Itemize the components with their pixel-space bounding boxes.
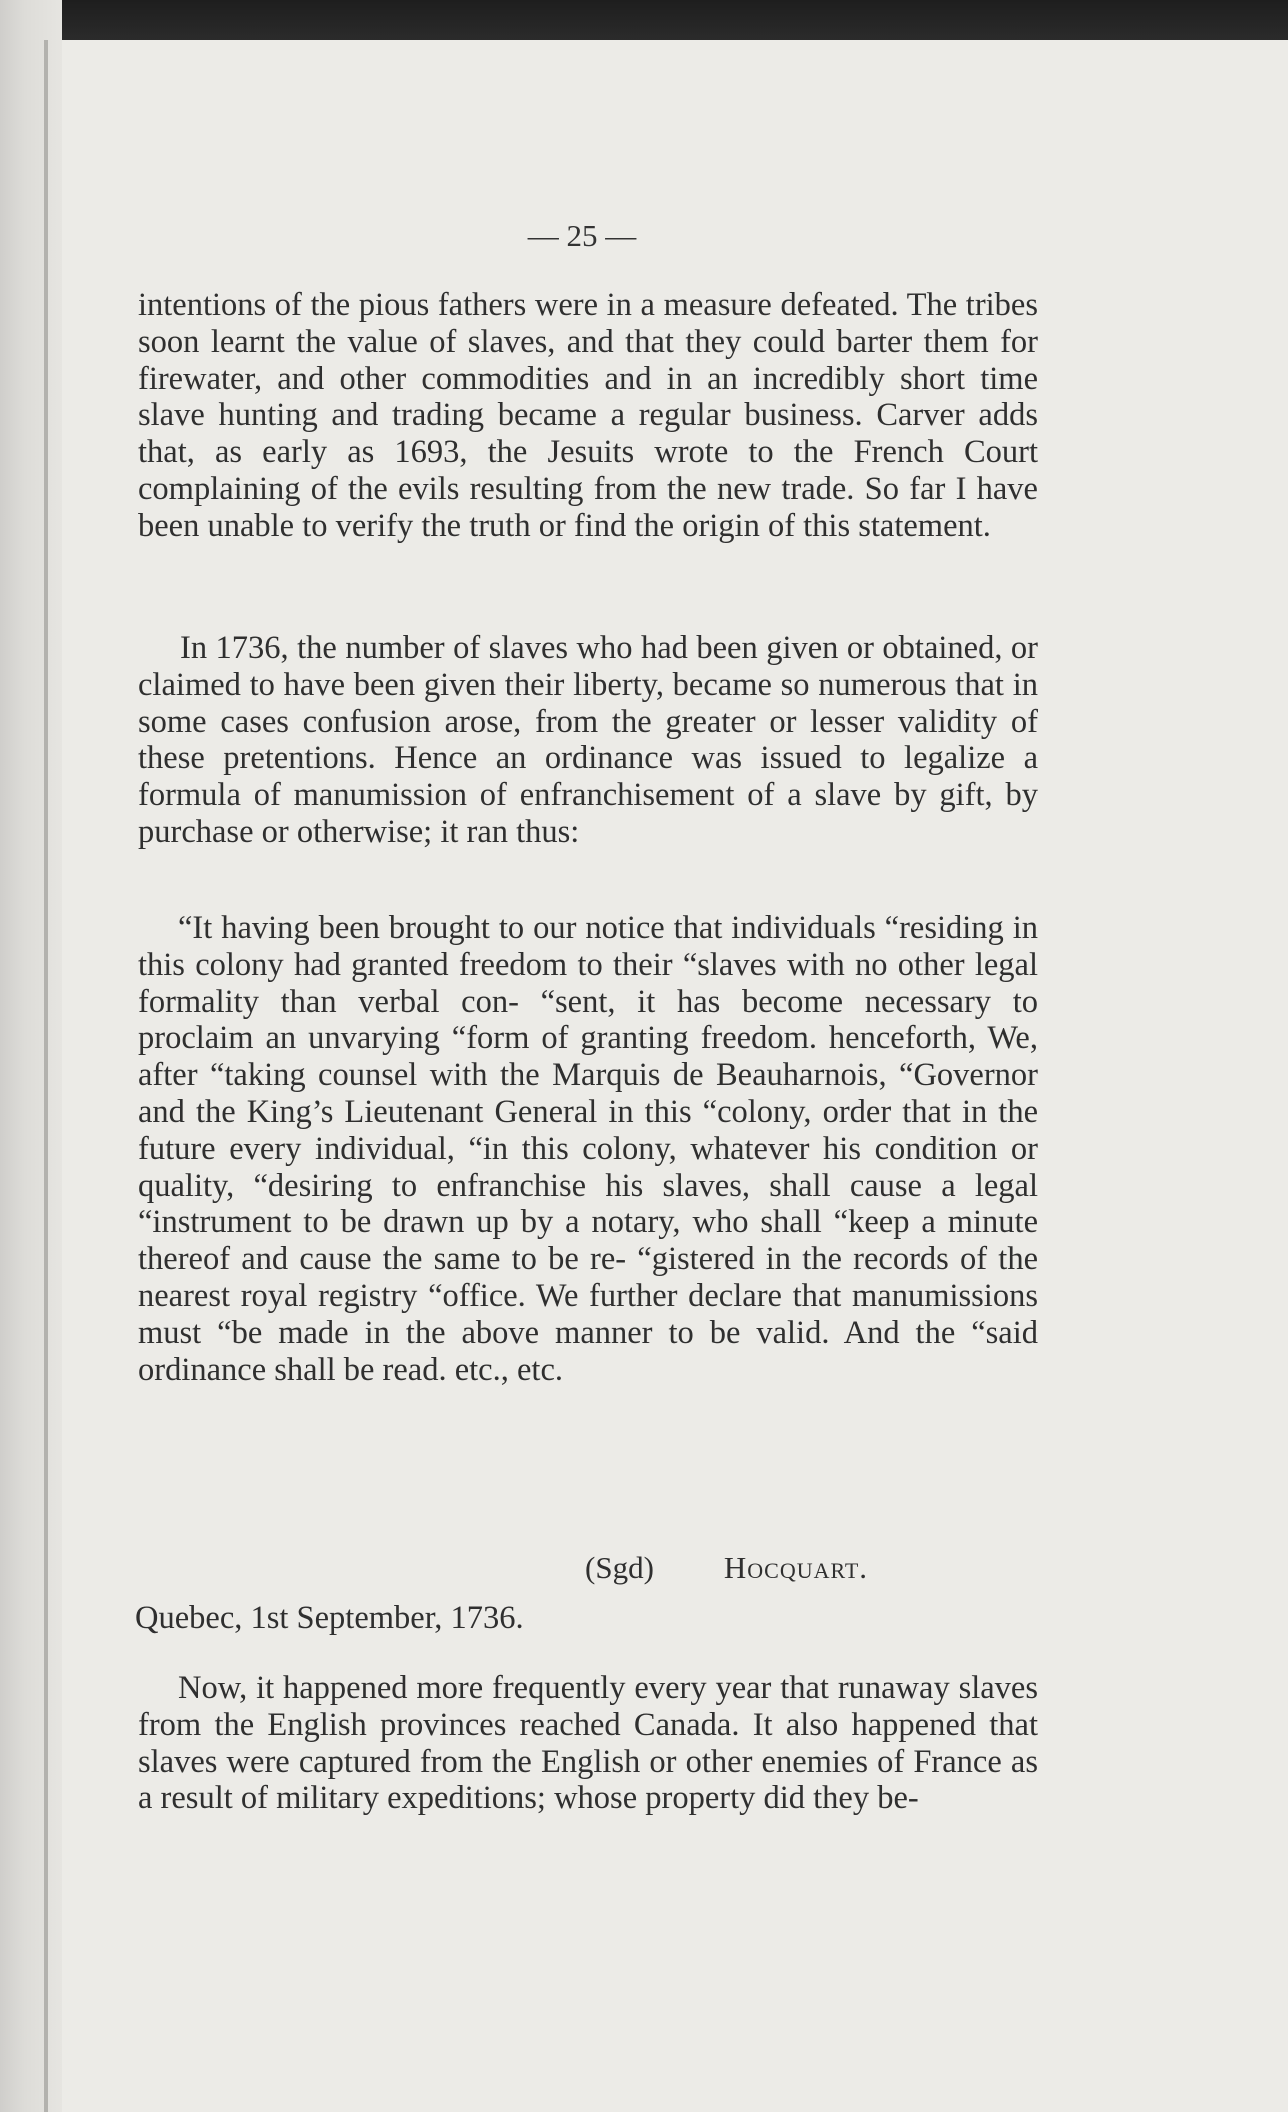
ordinance-quote: “It having been brought to our notice that individuals “residing in this colony had granted freedom to their “slaves with no other legal formality than verbal con- “sent, it has become necessary to proclaim an unvarying “form of granting freedom. henceforth, We, after “taking counsel with the Marquis de Beauharnois, “Governor and the King’s Lieutenant General in this “colony, order that in the future every individual, “in this colony, whatever his condition or quality, “desiring to enfranchise his slaves, shall cause a legal “instrument to be drawn up by a notary, who shall “keep a minute thereof and cause the same to be re- “gistered in the records of the nearest royal registry “office. We further declare that manumissions must “be made in the above manner to be valid. And the “said ordinance shall be read. etc., etc. bbox=[138, 910, 1038, 1388]
paragraph-intro: intentions of the pious fathers were in a measure defeated. The tribes soon learnt the value of slaves, and that they could barter them for firewater, and other commodities and in an incredibly short time slave hunting and trading became a regular business. Carver adds that, as early as 1693, the Jesuits wrote to the French Court complaining of the evils resulting from the new trade. So far I have been unable to verify the truth or find the origin of this statement. bbox=[138, 287, 1038, 544]
signature-prefix: (Sgd) bbox=[585, 1550, 654, 1585]
paragraph-closing: Now, it happened more frequently every year that runaway slaves from the English provinces reached Canada. It also happened that slaves were captured from the English or other enemies of France as a result of military expeditions; whose property did they be- bbox=[138, 1670, 1038, 1817]
scanner-top-border bbox=[0, 0, 1288, 40]
paragraph-ordinance-intro: In 1736, the number of slaves who had been given or obtained, or claimed to have been given their liberty, became so numerous that in some cases confusion arose, from the greater or lesser validity of these pretentions. Hence an ordinance was issued to legalize a formula of manumission of enfranchisement of a slave by gift, by purchase or otherwise; it ran thus: bbox=[138, 630, 1038, 850]
page-number: — 25 — bbox=[527, 218, 637, 253]
dateline: Quebec, 1st September, 1736. bbox=[135, 1600, 524, 1636]
signature-name: Hocquart. bbox=[723, 1550, 869, 1585]
gutter-shadow bbox=[44, 40, 48, 2112]
signature-line bbox=[585, 1550, 1045, 1586]
book-spine-edge bbox=[0, 0, 62, 2112]
